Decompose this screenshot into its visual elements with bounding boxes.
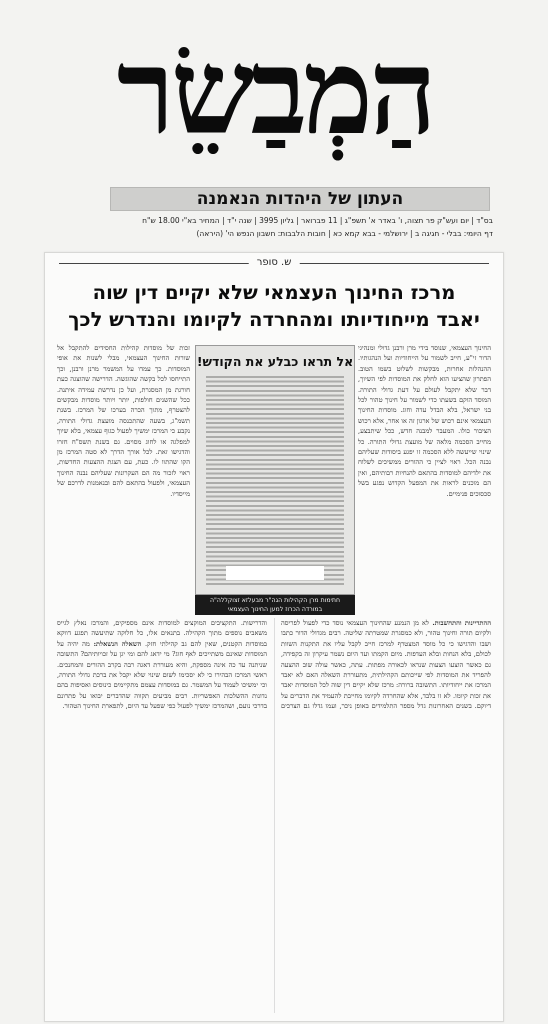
headline-line-1: מרכז החינוך העצמאי שלא יקיים דין שוה <box>92 281 456 304</box>
byline: ש. סופר <box>249 257 300 268</box>
subhead-1: ההתדיינות והתחשבות. <box>429 619 491 627</box>
article-body-columns <box>57 618 491 1013</box>
issue-info-line: בס"ד | יום ועש"ק פר תצוה, ו' באדר א' תשפ"ג | 11 פברואר | גליון 3995 | שנה י"ד | המחיר בא"י 18.00 ש"ח <box>142 216 493 225</box>
article-page <box>44 252 504 1022</box>
article-column-right: החינוך העצמאי, שנוסד בידי מרן ורבנן גדולי ומנהיגי הדור זי"ע, חייב לשמור על הייחודיות ועל הנהגותיו. ההנהלות אחרות, מבקשות לשלוט בשמו הטוב. הפתרון שהציעו הוא לחלק את המוסדות לפי השיוך, דבר שלא יתקבל לעולם על דעת גדולי התורה. המוסד הוקם בשעתו כדי לשמור על חינוך טהור לכל בני ישראל, בלא הבדל עדה וחוג. מוסדות החינוך העצמאי אינם רכוש של ארגון זה או אחר, אלא רכוש הציבור כולו. המעבר למבנה חדש, ככל שיתבצע, מחייב הסכמה מלאה של מועצת גדולי התורה. כל שינוי שייעשה ללא הסכמה זו יפגע ביסודות שעליהם נבנה הכל. ראוי לציין כי ההורים ממשיכים לשלוח את ילדיהם למוסדות בהתאם להנחיות רבותיהם, ואין הם מוכנים לראות את המפעל הקדוש נפגע בשל סכסוכים פנימיים. <box>358 344 491 498</box>
subhead-2: השאלה הנשאלת: <box>89 639 142 648</box>
tagline-bar <box>110 187 490 211</box>
poster-signature-area <box>226 566 324 580</box>
article-column-left: זכות של מוסדות קהילות החסידים להתקבל אל שורות החינוך העצמאי, מבלי לשנות את אופי המוסדות. כך עמדו על המשמר מרנן ורבנן, וכך התייחסו לכל בקשה שהוגשה. הדרישה שהוצגה כעת חורגת מן המסגרת, ועל כן נדרשת עמידה איתנה. ככל שהשנים חולפות, יותר ויותר מוסדות מבקשים להצטרף, מתוך הכרה בערכו של המרכז. בשנת תשמ"ג, בשעה שהתכנסה מועצת גדולי התורה, נקבע כי המרכז ימשיך לפעול כגוף עצמאי, בלא שיוך למפלגה או לחוג מסוים. גם בשנת תשס"ח חזרו והדגישו זאת. לכל אורך הדרך לא סטה המרכז מן הקו שהתוו לו. כעת, עם הצגת ההצעות החדשות, ראוי לזכור מה הם העקרונות שעליהם נבנה החינוך העצמאי, ולפעול בהתאם להם ובנאמנות לדרכם של מייסדיו. <box>57 344 190 498</box>
headline <box>57 279 491 333</box>
masthead-logo <box>60 8 490 178</box>
daf-yomi-line: דף היומי: בבלי - חגיגה ב | ירושלמי - בבא קמא כא | חובות הלבבות: חשבון הנפש הי' (היראה) <box>196 229 493 238</box>
tagline: העתון של היהדות הנאמנה <box>196 189 404 209</box>
headline-line-2: יאבד מייחודיותו ומהחרדה לקיומו והנדרש לכך <box>68 308 480 331</box>
poster-photo <box>195 345 355 595</box>
photo-caption: חתימות מרן הקהילות הגה"ר מבעלזא זצוקללה"ה במורדה הכרוז למען החינוך העצמאי <box>195 595 355 615</box>
poster-text-lines <box>206 376 344 586</box>
poster-title: אל תראו כבלע את הקודש! <box>196 354 354 369</box>
article-body-text-2: מה יהיה על המוסדות שאינם משתייכים לאף חוג? מי ידאג להם ומי יגן על זכויותיהם? התשובה שניתנה עד כה אינה מספקת, והיא מעוררת דאגה רבה בקרב ההורים והמחנכים. ראשי המרכז הבהירו כי לא יסכימו לשום שינוי שלא יקבל את ברכת גדולי התורה, וכי ימשיכו לעמוד על המשמר. גם במוסדות עצמם מתקיימים כינוסים ואסיפות בהם נדונות ההשלכות האפשריות. רבים מביעים תקווה שהדברים יבואו על פתרונם בדרכי נועם, ושהמרכז ימשיך לפעול כפי שפעל עד היום, לתפארת החינוך הטהור. <box>57 639 267 711</box>
masthead-logo-svg <box>60 8 490 178</box>
article-body-text-1: לא מן הנמנע שהחינוך העצמאי נוסד כדי לפעול לפריסה ולקיום תורה וחינוך טהור, ולא כמסגרת שמטרתה שליטה. רבים מגדולי הדור כתבו ושבו והדגישו כי כל מוסד המצטרף למרכז חייב לקבל עליו את התקנות השוות לכולם, בלא הנחות ובלא העדפות. מיום הקמתו ועד היום נשמר עיקרון זה בקפידה, גם כאשר הוצעו הצעות שנראו לכאורה מפתות. עתה, כאשר עולה שוב ההצעה להפריד את המוסדות לפי שייכותם הקהילתית, מתעוררת השאלה האם לא יאבד המרכז את ייחודיותו. התשובה ברורה: מרכז שלא יקיים דין שוה לכל המוסדות יאבד את זכות קיומו. לא זו בלבד, אלא שהחרדה לקיומו מחייבת להעמיד את הדברים על דיוקם. בשנים האחרונות גדל מספר התלמידים באופן ניכר, ועמו גדלו גם הצרכים והדרישות. התקציבים המוקצים למוסדות אינם מספיקים, והמרכז נאלץ לגייס משאבים נוספים מתוך הקהילה. בתנאים אלו, כל חלוקה שתיעשה תפגע דווקא במוסדות הקטנים, שאין להם גב קהילתי חזק. <box>57 619 491 711</box>
logo-text: הַמְבַשֵׂר <box>116 22 434 161</box>
